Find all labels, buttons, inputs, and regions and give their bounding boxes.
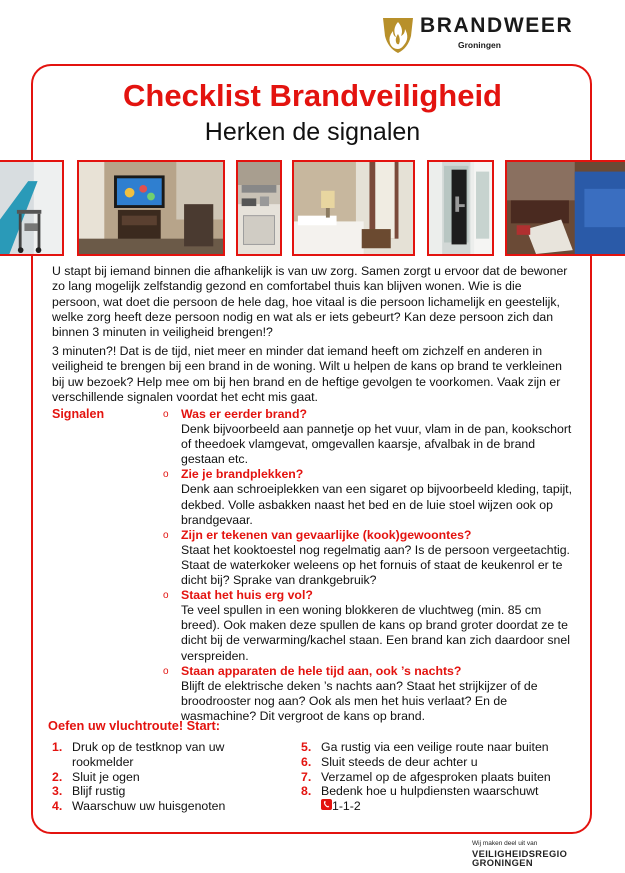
step-number: 1. [52,740,63,754]
photo-kitchen [236,160,282,256]
escape-step [52,799,262,814]
logo-wordmark: BRANDWEER [420,14,574,37]
bullet-icon: o [163,469,169,481]
escape-step [301,784,581,799]
footer-org-line1: VEILIGHEIDSREGIO [472,849,568,859]
step-text: Ga rustig via een veilige route naar buiten [321,740,549,754]
photo-strip [0,160,625,256]
signal-item [160,467,580,527]
signal-item [160,664,580,724]
signal-text: Denk aan schroeiplekken van een sigaret op bijvoorbeeld kleding, tapijt, dekbed. Volle asbakken naast het bed en de luie stoel wijzen ook op brandgevaar. [181,482,573,527]
signal-text: Te veel spullen in een woning blokkeren de vluchtweg (min. 85 cm breed). Ook maken deze spullen de kans op brand groter doordat ze te dicht bij de verwarming/kachel staan. Een brand kan zich daardoor snel verspreiden. [181,603,570,663]
footer-org [472,850,567,868]
emergency-number [301,799,581,814]
escape-step [301,740,551,755]
signals-list [160,407,580,724]
step-number: 4. [52,799,63,814]
signal-heading: Was er eerder brand? [181,407,307,421]
flame-crest-icon [380,12,416,54]
step-text: Waarschuw uw huisgenoten [72,799,226,814]
photo-living-room-tv [77,160,225,256]
signal-item [160,407,580,467]
bullet-icon: o [163,529,169,541]
step-text: Sluit steeds de deur achter u [321,754,478,769]
signal-heading: Staat het huis erg vol? [181,588,313,603]
intro-paragraph-2: 3 minuten?! Dat is de tijd, niet meer en minder dat iemand heeft om zichzelf en anderen in veiligheid te brengen bij een brand in de woning. Wilt u helpen de kans op brand te verkleinen bij uw bezoek? Help mee om bij hen brand en de heftige gevolgen te voorkomen. Vaak zijn er verschillende signalen voordat het echt mis gaat. [52,344,562,404]
signal-text: Staat het kooktoestel nog regelmatig aan? Is de persoon vergeetachtig. Staat de waterkoker weleens op het fornuis of staat de keukenrol er te dicht bij? Sprake van drankgebruik? [181,542,570,588]
escape-steps-right [301,740,581,814]
signal-heading: Staan apparaten de hele tijd aan, ook ’s nachts? [181,663,462,678]
step-number: 3. [52,784,63,799]
step-text: Sluit je ogen [72,769,140,784]
brandweer-logo [380,12,590,56]
escape-route-heading: Oefen uw vluchtroute! Start: [48,718,221,733]
bullet-icon: o [163,590,169,602]
signal-item [160,588,580,663]
signal-heading: Zie je brandplekken? [181,467,304,482]
step-text: Bedenk hoe u hulpdiensten waarschuwt [321,784,539,799]
footer-org-line2: GRONINGEN [472,858,533,868]
step-number: 6. [301,754,312,769]
bullet-icon: o [163,409,169,420]
step-number: 8. [301,784,312,799]
page-title: Checklist Brandveiligheid [123,78,502,113]
photo-front-door [427,160,494,256]
photo-staircase [0,160,64,256]
signal-heading: Zijn er tekenen van gevaarlijke (kook)gewoontes? [181,527,472,542]
logo-region: Groningen [458,40,501,50]
photo-bedroom [292,160,415,256]
signal-text: Denk bijvoorbeeld aan pannetje op het vuur, vlam in de pan, kookschort of theedoek vlamgevat, omgevallen kaarsje, afvalbak in de brand gestaan etc. [181,422,572,467]
photo-living-room-clutter [505,160,625,256]
step-text: Blijf rustig [72,784,126,799]
escape-step [52,784,262,799]
page-subtitle: Herken de signalen [204,118,421,146]
signal-item [160,528,580,588]
escape-step [52,770,262,785]
phone-icon [321,799,332,810]
step-number: 2. [52,769,63,784]
escape-step [52,740,262,770]
signal-text: Blijft de elektrische deken ’s nachts aan? Staat het strijkijzer of de broodrooster nog aan? Ook als men het huis verlaat? En de wasmachine? Dit vergroot de kans op brand. [181,678,538,723]
escape-steps-left [52,740,262,814]
veiligheidsregio-logo [472,840,592,868]
bullet-icon: o [163,665,169,677]
step-text: Druk op de testknop van uw rookmelder [72,740,225,769]
escape-step [301,755,581,770]
escape-step [301,770,581,785]
step-text: Verzamel op de afgesproken plaats buiten [321,769,551,784]
footer-tagline: Wij maken deel uit van [472,840,538,847]
step-number: 7. [301,769,312,784]
signals-label: Signalen [52,407,105,421]
intro-paragraph-1: U stapt bij iemand binnen die afhankelijk is van uw zorg. Samen zorgt u ervoor dat de bewoner zo lang mogelijk zelfstandig gezond en comfortabel thuis kan blijven wonen. Wie is die persoon, wat doet die persoon de hele dag, hoe vitaal is die persoon lichamelijk en geestelijk, welke zorg heeft deze persoon nodig en wat als er iets gebeurt? Kan deze persoon zich dan binnen 3 minuten in veiligheid brengen!? [52,264,568,340]
step-number: 5. [301,740,312,754]
emergency-number-text: 1-1-2 [332,799,361,814]
